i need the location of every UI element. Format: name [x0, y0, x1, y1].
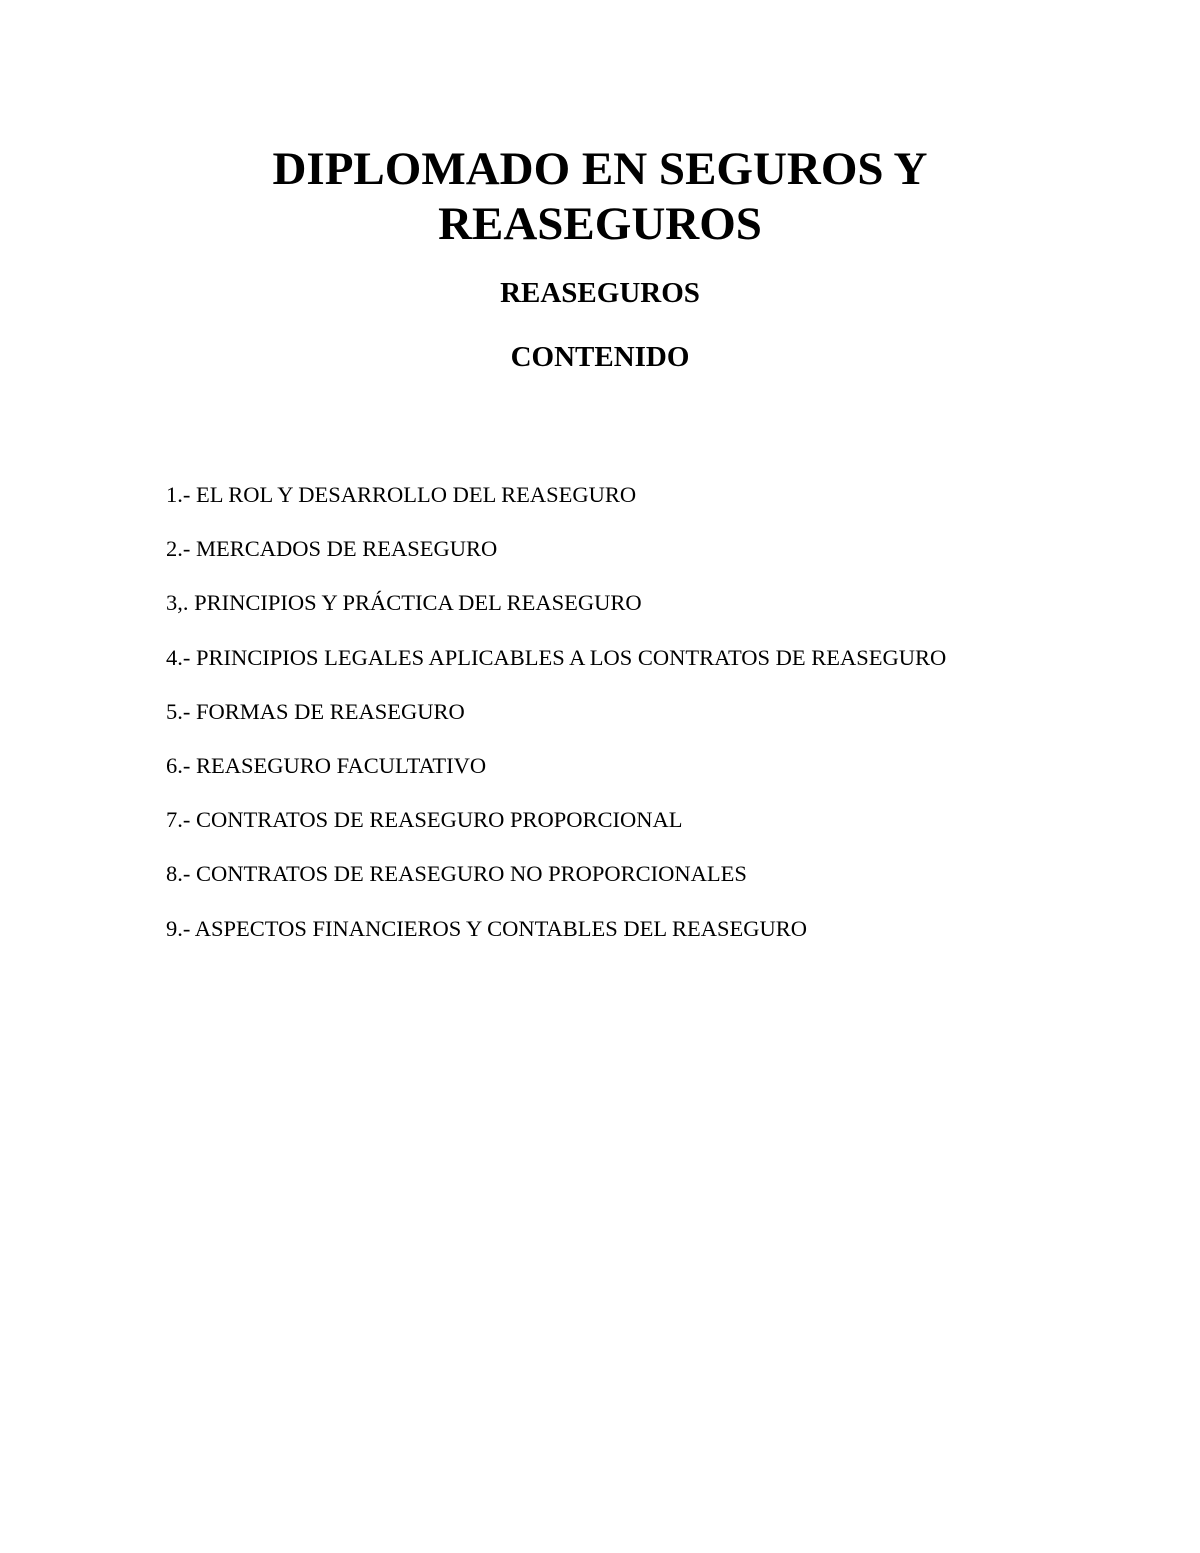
title-line-1: DIPLOMADO EN SEGUROS Y — [272, 143, 928, 195]
toc-item-9: 9.- ASPECTOS FINANCIEROS Y CONTABLES DEL REASEGURO — [166, 915, 807, 941]
table-of-contents — [166, 480, 1126, 968]
document-title — [0, 142, 1200, 252]
toc-item-8: 8.- CONTRATOS DE REASEGURO NO PROPORCIONALES — [166, 861, 747, 887]
toc-item-6: 6.- REASEGURO FACULTATIVO — [166, 752, 487, 778]
title-line-2: REASEGUROS — [438, 198, 762, 250]
toc-item-5: 5.- FORMAS DE REASEGURO — [166, 698, 465, 724]
contents-heading: CONTENIDO — [510, 341, 690, 373]
toc-item-4: 4.- PRINCIPIOS LEGALES APLICABLES A LOS CONTRATOS DE REASEGURO — [166, 644, 947, 670]
toc-item-7: 7.- CONTRATOS DE REASEGURO PROPORCIONAL — [166, 807, 683, 833]
document-subtitle: REASEGUROS — [500, 277, 700, 309]
toc-item-2: 2.- MERCADOS DE REASEGURO — [166, 536, 498, 562]
toc-item-3: 3,. PRINCIPIOS Y PRÁCTICA DEL REASEGURO — [166, 590, 642, 616]
toc-item-1: 1.- EL ROL Y DESARROLLO DEL REASEGURO — [166, 482, 637, 507]
